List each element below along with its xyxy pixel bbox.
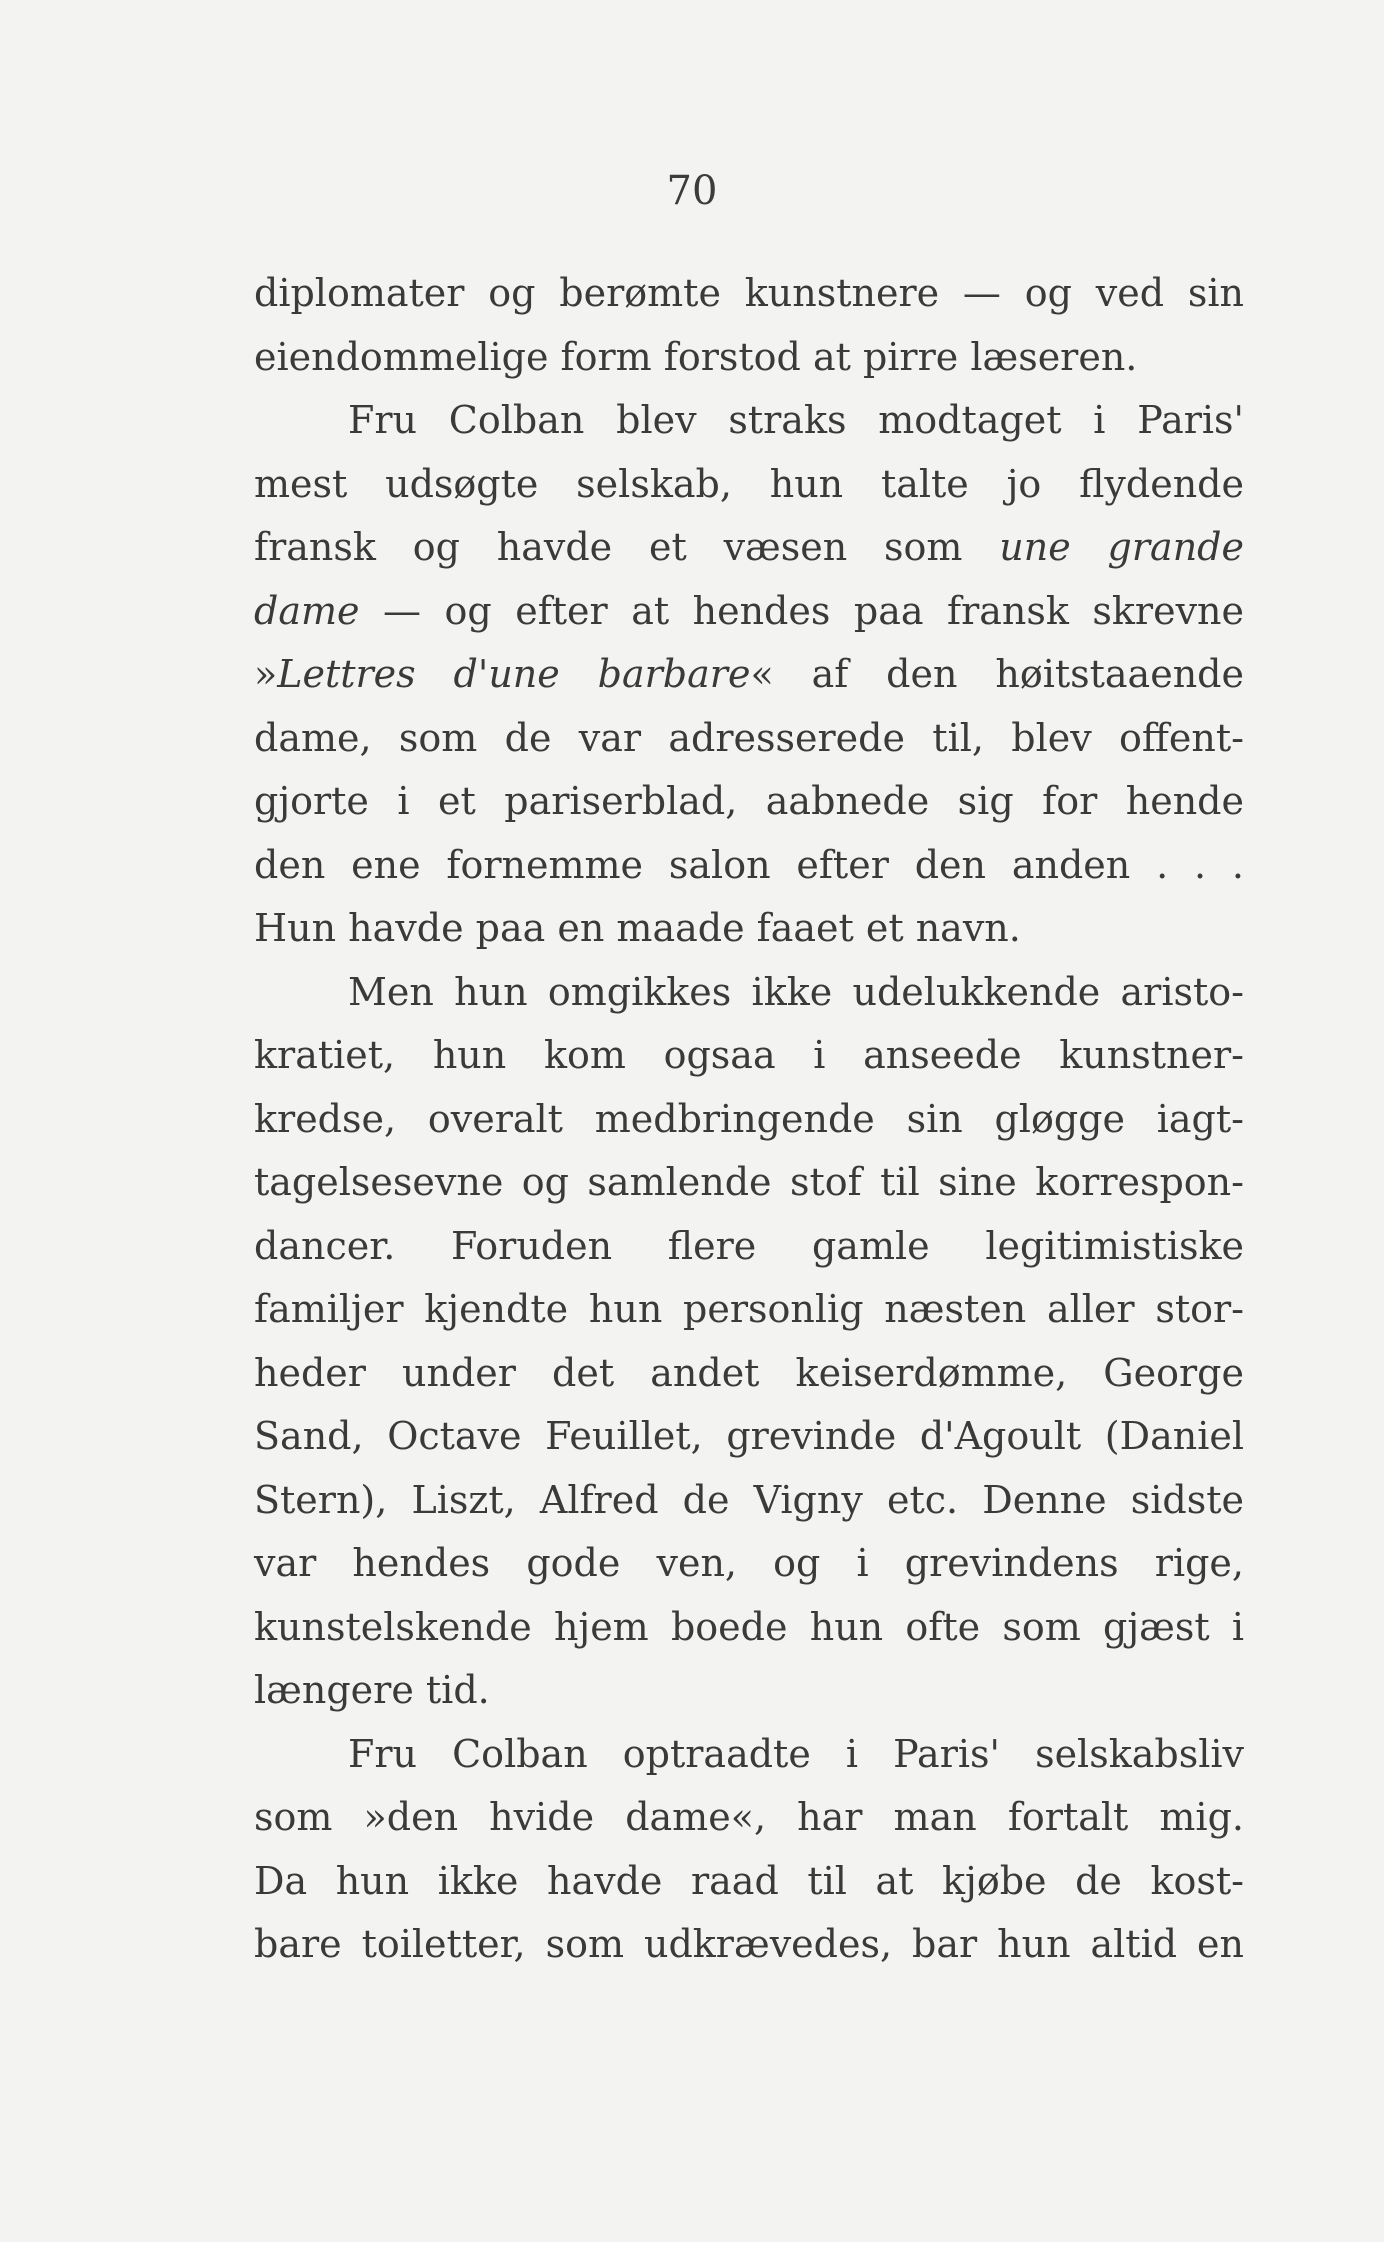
text-line <box>254 1596 1244 1660</box>
text-span: kredse, overalt medbringende sin gløgge iagt- <box>254 1096 1244 1141</box>
text-span: eiendommelige form forstod at pirre læseren. <box>254 334 1138 379</box>
text-line <box>254 961 1244 1025</box>
text-span: mest udsøgte selskab, hun talte jo flydende <box>254 461 1244 506</box>
text-span: fransk og havde et væsen som <box>254 525 1000 569</box>
text-line <box>254 897 1244 961</box>
text-line <box>254 389 1244 453</box>
text-line <box>254 1151 1244 1215</box>
text-line <box>254 1215 1244 1279</box>
text-line <box>254 1405 1244 1469</box>
text-line <box>254 1342 1244 1406</box>
text-line <box>254 1723 1244 1787</box>
text-line <box>254 1786 1244 1850</box>
text-span: Men hun omgikkes ikke udelukkende aristo- <box>348 969 1244 1014</box>
italic-span: une grande <box>999 525 1244 569</box>
text-span: heder under det andet keiserdømme, George <box>254 1350 1244 1395</box>
text-span: Da hun ikke havde raad til at kjøbe de kost- <box>254 1858 1244 1903</box>
text-span: bare toiletter, som udkrævedes, bar hun altid en <box>254 1922 1244 1966</box>
text-span: kunstelskende hjem boede hun ofte som gjæst i <box>254 1604 1244 1649</box>
body-text <box>254 262 1244 1977</box>
text-span: « af den høitstaaende <box>750 652 1244 696</box>
text-span: kratiet, hun kom ogsaa i anseede kunstner- <box>254 1033 1244 1077</box>
text-line <box>254 1278 1244 1342</box>
italic-span: Lettres d'une barbare <box>277 652 751 696</box>
text-line <box>254 1659 1244 1723</box>
text-line <box>254 580 1244 644</box>
italic-span: dame <box>254 588 360 633</box>
text-span: Stern), Liszt, Alfred de Vigny etc. Denne sidste <box>254 1477 1244 1522</box>
text-span: Fru Colban blev straks modtaget i Paris' <box>348 398 1244 442</box>
text-line <box>254 1088 1244 1152</box>
text-span: var hendes gode ven, og i grevindens rige, <box>254 1541 1244 1585</box>
text-span: dame, som de var adresserede til, blev offent- <box>254 715 1244 760</box>
text-span: familjer kjendte hun personlig næsten aller stor- <box>254 1287 1244 1331</box>
text-line <box>254 326 1244 390</box>
text-line <box>254 834 1244 898</box>
text-line <box>254 262 1244 326</box>
text-span: gjorte i et pariserblad, aabnede sig for hende <box>254 779 1244 823</box>
text-line <box>254 1469 1244 1533</box>
text-line <box>254 1850 1244 1914</box>
page-number: 70 <box>666 168 718 214</box>
text-line <box>254 1913 1244 1977</box>
text-span: — og efter at hendes paa fransk skrevne <box>359 588 1244 633</box>
text-span: som »den hvide dame«, har man fortalt mig. <box>254 1795 1244 1839</box>
text-line <box>254 1532 1244 1596</box>
text-line <box>254 516 1244 580</box>
text-line <box>254 707 1244 771</box>
text-span: Hun havde paa en maade faaet et navn. <box>254 906 1021 950</box>
text-span: Sand, Octave Feuillet, grevinde d'Agoult (Daniel <box>254 1414 1244 1458</box>
text-span: » <box>254 652 278 696</box>
text-span: dancer. Foruden flere gamle legitimistiske <box>254 1223 1244 1268</box>
text-line <box>254 643 1244 707</box>
text-span: tagelsesevne og samlende stof til sine korrespon- <box>254 1160 1244 1204</box>
text-line <box>254 453 1244 517</box>
text-span: den ene fornemme salon efter den anden . . . <box>254 842 1244 887</box>
text-span: diplomater og berømte kunstnere — og ved sin <box>254 271 1244 315</box>
text-line <box>254 770 1244 834</box>
text-line <box>254 1024 1244 1088</box>
text-span: Fru Colban optraadte i Paris' selskabsliv <box>348 1731 1244 1776</box>
text-span: længere tid. <box>254 1668 490 1712</box>
